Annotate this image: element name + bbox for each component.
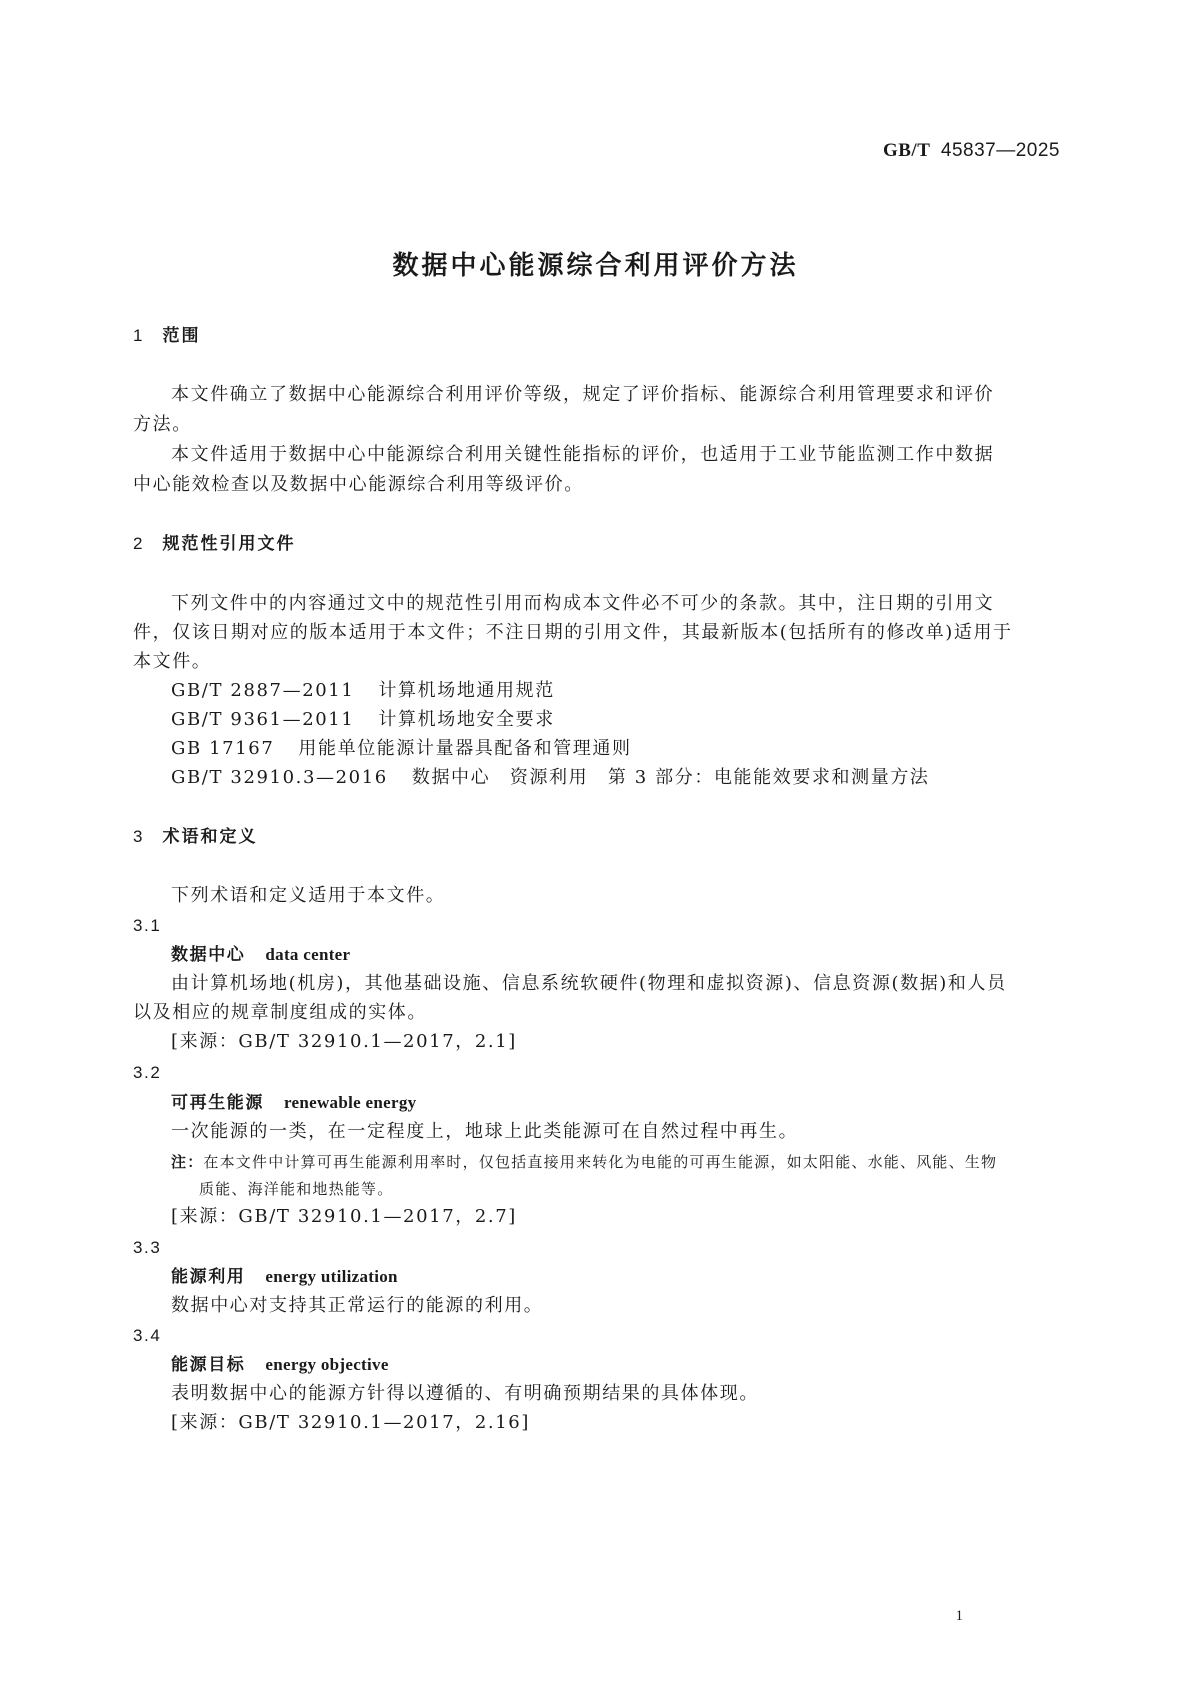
source-citation: [来源：GB/T 32910.1—2017，2.16] bbox=[171, 1412, 530, 1433]
paragraph-line: 本文件适用于数据中心中能源综合利用关键性能指标的评价，也适用于工业节能监测工作中数据 bbox=[171, 444, 995, 465]
definition-line: 表明数据中心的能源方针得以遵循的、有明确预期结果的具体体现。 bbox=[171, 1383, 759, 1404]
note: 注：在本文件中计算可再生能源利用率时，仅包括直接用来转化为电能的可再生能源，如太阳能、水能、风能、生物 bbox=[171, 1153, 998, 1171]
term-title: 能源目标 energy objective bbox=[171, 1355, 389, 1375]
definition-line: 以及相应的规章制度组成的实体。 bbox=[133, 1002, 427, 1023]
note-label: 注： bbox=[171, 1153, 204, 1171]
paragraph-line: 下列文件中的内容通过文中的规范性引用而构成本文件必不可少的条款。其中，注日期的引用文 bbox=[171, 593, 995, 614]
paragraph-line: 中心能效检查以及数据中心能源综合利用等级评价。 bbox=[133, 474, 584, 495]
reference-item: GB/T 2887—2011 计算机场地通用规范 bbox=[171, 680, 555, 701]
paragraph-line: 件，仅该日期对应的版本适用于本文件；不注日期的引用文件，其最新版本(包括所有的修改单)适用于 bbox=[133, 622, 1013, 643]
section-heading-terms-definitions: 3 术语和定义 bbox=[133, 827, 258, 847]
reference-item: GB/T 32910.3—2016 数据中心 资源利用 第 3 部分：电能能效要求和测量方法 bbox=[171, 767, 930, 788]
note-line: 质能、海洋能和地热能等。 bbox=[199, 1180, 394, 1198]
paragraph-line: 下列术语和定义适用于本文件。 bbox=[171, 885, 446, 906]
term-number: 3.3 bbox=[133, 1238, 162, 1257]
reference-item: GB 17167 用能单位能源计量器具配备和管理通则 bbox=[171, 738, 632, 759]
term-title: 能源利用 energy utilization bbox=[171, 1267, 398, 1287]
term-title: 可再生能源 renewable energy bbox=[171, 1093, 417, 1113]
section-heading-normative-references: 2 规范性引用文件 bbox=[133, 534, 296, 554]
definition-line: 一次能源的一类，在一定程度上，地球上此类能源可在自然过程中再生。 bbox=[171, 1121, 799, 1142]
term-number: 3.2 bbox=[133, 1063, 162, 1082]
standard-prefix: GB/T bbox=[882, 140, 931, 161]
reference-item: GB/T 9361—2011 计算机场地安全要求 bbox=[171, 709, 555, 730]
paragraph-line: 方法。 bbox=[133, 414, 192, 435]
term-title: 数据中心 data center bbox=[171, 945, 351, 965]
paragraph-line: 本文件确立了数据中心能源综合利用评价等级，规定了评价指标、能源综合利用管理要求和评价 bbox=[171, 384, 995, 405]
section-heading-scope: 1 范围 bbox=[133, 326, 201, 346]
page-number: 1 bbox=[955, 1608, 963, 1624]
paragraph-line: 本文件。 bbox=[133, 651, 212, 672]
source-citation: [来源：GB/T 32910.1—2017，2.1] bbox=[171, 1031, 517, 1052]
term-number: 3.1 bbox=[133, 916, 162, 935]
definition-line: 数据中心对支持其正常运行的能源的利用。 bbox=[171, 1295, 544, 1316]
source-citation: [来源：GB/T 32910.1—2017，2.7] bbox=[171, 1206, 517, 1227]
definition-line: 由计算机场地(机房)，其他基础设施、信息系统软硬件(物理和虚拟资源)、信息资源(数据)和人员 bbox=[171, 973, 1007, 994]
document-title: 数据中心能源综合利用评价方法 bbox=[392, 251, 799, 281]
standard-code bbox=[883, 140, 1060, 162]
term-number: 3.4 bbox=[133, 1326, 162, 1345]
standard-number: 45837—2025 bbox=[940, 140, 1060, 161]
